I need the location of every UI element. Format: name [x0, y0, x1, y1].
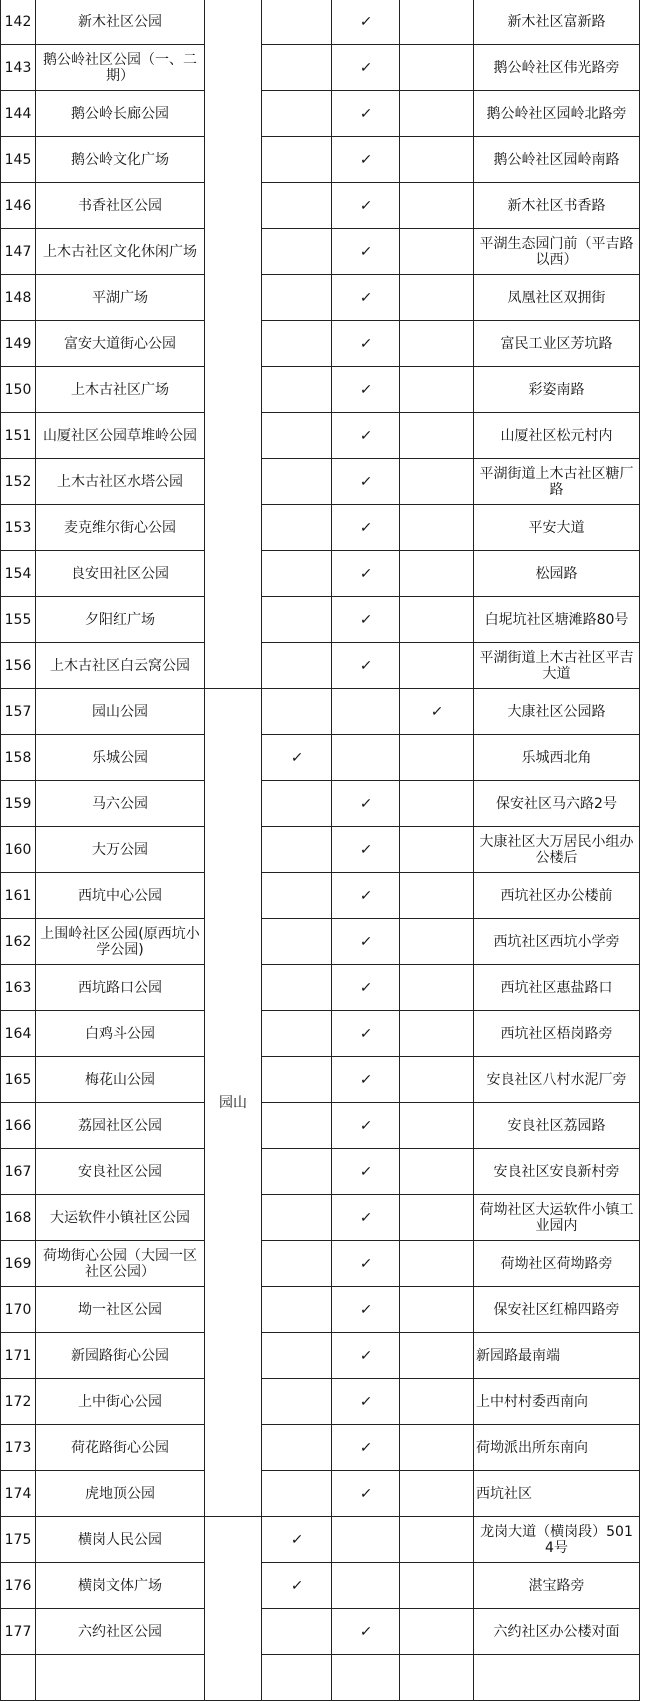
check-mark-icon: ✓ — [358, 611, 373, 628]
level-city-cell — [262, 1333, 332, 1379]
table-row — [1, 689, 640, 735]
level-district-cell — [332, 965, 400, 1011]
level-city-cell — [262, 183, 332, 229]
level-city-cell — [262, 321, 332, 367]
level-street-cell — [400, 1425, 474, 1471]
level-district-cell — [332, 1103, 400, 1149]
row-number: 164 — [1, 1011, 36, 1057]
level-street-cell — [400, 275, 474, 321]
level-district-cell — [332, 735, 400, 781]
park-location: 凤凰社区双拥街 — [474, 275, 640, 321]
park-name: 横岗人民公园 — [36, 1517, 205, 1563]
level-city-cell — [262, 1471, 332, 1517]
level-district-cell — [332, 1333, 400, 1379]
row-number: 146 — [1, 183, 36, 229]
level-district-cell — [332, 1287, 400, 1333]
park-name: 六约社区公园 — [36, 1609, 205, 1655]
row-number: 149 — [1, 321, 36, 367]
park-location: 龙岗大道（横岗段）5014号 — [474, 1517, 640, 1563]
row-number: 165 — [1, 1057, 36, 1103]
table-row — [1, 367, 640, 413]
level-street-cell — [400, 1103, 474, 1149]
check-mark-icon: ✓ — [358, 243, 373, 260]
park-name: 鹅公岭社区公园（一、二期） — [36, 45, 205, 91]
level-city-cell — [262, 45, 332, 91]
check-mark-icon: ✓ — [358, 841, 373, 858]
check-mark-icon: ✓ — [358, 565, 373, 582]
check-mark-icon: ✓ — [358, 151, 373, 168]
level-district-cell — [332, 1195, 400, 1241]
park-name: 书香社区公园 — [36, 183, 205, 229]
level-district-cell — [332, 1011, 400, 1057]
park-location: 平湖街道上木古社区平吉大道 — [474, 643, 640, 689]
level-district-cell — [332, 827, 400, 873]
park-location: 湛宝路旁 — [474, 1563, 640, 1609]
park-location: 保安社区红棉四路旁 — [474, 1287, 640, 1333]
level-city-cell — [262, 1103, 332, 1149]
level-district-cell — [332, 1425, 400, 1471]
level-city-cell — [262, 597, 332, 643]
level-district-cell — [332, 183, 400, 229]
park-location: 鹅公岭社区园岭北路旁 — [474, 91, 640, 137]
park-name: 平湖广场 — [36, 275, 205, 321]
level-city-cell — [262, 1563, 332, 1609]
check-mark-icon: ✓ — [358, 1255, 373, 1272]
park-name: 西坑路口公园 — [36, 965, 205, 1011]
check-mark-icon: ✓ — [358, 289, 373, 306]
level-street-cell — [400, 1195, 474, 1241]
park-location: 荷坳社区大运软件小镇工业园内 — [474, 1195, 640, 1241]
level-city-cell — [262, 1609, 332, 1655]
level-street-cell — [400, 1011, 474, 1057]
level-street-cell — [400, 1517, 474, 1563]
park-table-body — [1, 0, 640, 1701]
row-number: 162 — [1, 919, 36, 965]
park-location: 平湖街道上木古社区糖厂路 — [474, 459, 640, 505]
level-district-cell — [332, 137, 400, 183]
check-mark-icon: ✓ — [358, 1163, 373, 1180]
check-mark-icon: ✓ — [358, 335, 373, 352]
park-location: 荷坳派出所东南向 — [474, 1425, 640, 1471]
table-row — [1, 1425, 640, 1471]
park-name: 上中街心公园 — [36, 1379, 205, 1425]
park-location: 大康社区大万居民小组办公楼后 — [474, 827, 640, 873]
park-name: 坳一社区公园 — [36, 1287, 205, 1333]
level-district-cell — [332, 643, 400, 689]
park-location: 保安社区马六路2号 — [474, 781, 640, 827]
table-row — [1, 275, 640, 321]
level-city-cell — [262, 735, 332, 781]
row-number: 172 — [1, 1379, 36, 1425]
row-number: 173 — [1, 1425, 36, 1471]
park-name: 安良社区公园 — [36, 1149, 205, 1195]
check-mark-icon: ✓ — [358, 59, 373, 76]
row-number: 154 — [1, 551, 36, 597]
level-street-cell — [400, 1241, 474, 1287]
park-name: 富安大道街心公园 — [36, 321, 205, 367]
level-district-cell — [332, 919, 400, 965]
level-city-cell — [262, 0, 332, 45]
level-city-cell — [262, 551, 332, 597]
level-street-cell — [400, 45, 474, 91]
table-row — [1, 1563, 640, 1609]
park-name: 山厦社区公园草堆岭公园 — [36, 413, 205, 459]
table-row — [1, 0, 640, 45]
level-street-cell — [400, 873, 474, 919]
park-name: 上木古社区广场 — [36, 367, 205, 413]
park-location: 白坭坑社区塘滩路80号 — [474, 597, 640, 643]
table-row — [1, 413, 640, 459]
row-number: 150 — [1, 367, 36, 413]
level-city-cell — [262, 137, 332, 183]
level-district-cell — [332, 367, 400, 413]
level-district-cell — [332, 1241, 400, 1287]
park-location: 新木社区书香路 — [474, 183, 640, 229]
park-location: 荷坳社区荷坳路旁 — [474, 1241, 640, 1287]
park-location — [474, 1655, 640, 1701]
level-street-cell — [400, 1057, 474, 1103]
park-name: 梅花山公园 — [36, 1057, 205, 1103]
check-mark-icon: ✓ — [358, 795, 373, 812]
level-district-cell — [332, 551, 400, 597]
row-number: 160 — [1, 827, 36, 873]
row-number: 169 — [1, 1241, 36, 1287]
park-location: 安良社区荔园路 — [474, 1103, 640, 1149]
park-location: 六约社区办公楼对面 — [474, 1609, 640, 1655]
check-mark-icon: ✓ — [358, 657, 373, 674]
park-name: 横岗文体广场 — [36, 1563, 205, 1609]
table-row — [1, 919, 640, 965]
park-name: 园山公园 — [36, 689, 205, 735]
district-cell: 园山 — [205, 689, 262, 1517]
level-street-cell — [400, 91, 474, 137]
level-city-cell — [262, 229, 332, 275]
park-name: 鹅公岭长廊公园 — [36, 91, 205, 137]
level-district-cell — [332, 781, 400, 827]
park-location: 新木社区富新路 — [474, 0, 640, 45]
check-mark-icon: ✓ — [358, 887, 373, 904]
park-name: 荷坳街心公园（大园一区社区公园） — [36, 1241, 205, 1287]
table-row — [1, 321, 640, 367]
level-city-cell — [262, 1287, 332, 1333]
check-mark-icon: ✓ — [358, 1393, 373, 1410]
park-name: 新园路街心公园 — [36, 1333, 205, 1379]
park-name: 上围岭社区公园(原西坑小学公园) — [36, 919, 205, 965]
table-row — [1, 1333, 640, 1379]
row-number: 168 — [1, 1195, 36, 1241]
park-location: 西坑社区梧岗路旁 — [474, 1011, 640, 1057]
level-street-cell — [400, 1333, 474, 1379]
check-mark-icon: ✓ — [358, 197, 373, 214]
row-number: 177 — [1, 1609, 36, 1655]
table-row — [1, 1517, 640, 1563]
row-number: 176 — [1, 1563, 36, 1609]
level-street-cell — [400, 229, 474, 275]
level-district-cell — [332, 689, 400, 735]
park-location: 安良社区安良新村旁 — [474, 1149, 640, 1195]
check-mark-icon: ✓ — [358, 1025, 373, 1042]
table-row — [1, 505, 640, 551]
row-number: 152 — [1, 459, 36, 505]
level-city-cell — [262, 505, 332, 551]
table-row — [1, 137, 640, 183]
row-number: 155 — [1, 597, 36, 643]
level-district-cell — [332, 321, 400, 367]
park-location: 鹅公岭社区伟光路旁 — [474, 45, 640, 91]
park-name — [36, 1655, 205, 1701]
check-mark-icon: ✓ — [358, 1485, 373, 1502]
check-mark-icon: ✓ — [358, 1209, 373, 1226]
table-row — [1, 459, 640, 505]
table-row — [1, 1241, 640, 1287]
table-row — [1, 1287, 640, 1333]
level-district-cell — [332, 413, 400, 459]
level-city-cell — [262, 689, 332, 735]
park-location: 平安大道 — [474, 505, 640, 551]
park-location: 平湖生态园门前（平吉路以西） — [474, 229, 640, 275]
level-city-cell — [262, 1057, 332, 1103]
level-district-cell — [332, 597, 400, 643]
park-location: 西坑社区 — [474, 1471, 640, 1517]
table-row — [1, 551, 640, 597]
table-row — [1, 643, 640, 689]
check-mark-icon: ✓ — [358, 1623, 373, 1640]
level-street-cell — [400, 827, 474, 873]
row-number: 171 — [1, 1333, 36, 1379]
level-street-cell — [400, 1287, 474, 1333]
level-street-cell — [400, 919, 474, 965]
park-name: 大运软件小镇社区公园 — [36, 1195, 205, 1241]
level-city-cell — [262, 1379, 332, 1425]
level-district-cell — [332, 1379, 400, 1425]
check-mark-icon: ✓ — [358, 105, 373, 122]
park-location: 山厦社区松元村内 — [474, 413, 640, 459]
row-number: 158 — [1, 735, 36, 781]
level-street-cell — [400, 0, 474, 45]
level-district-cell — [332, 1609, 400, 1655]
park-name: 荷花路街心公园 — [36, 1425, 205, 1471]
row-number: 159 — [1, 781, 36, 827]
check-mark-icon: ✓ — [358, 519, 373, 536]
level-district-cell — [332, 91, 400, 137]
table-row — [1, 229, 640, 275]
level-district-cell — [332, 275, 400, 321]
park-location: 西坑社区西坑小学旁 — [474, 919, 640, 965]
level-city-cell — [262, 781, 332, 827]
row-number: 175 — [1, 1517, 36, 1563]
level-city-cell — [262, 643, 332, 689]
park-name: 虎地顶公园 — [36, 1471, 205, 1517]
check-mark-icon: ✓ — [289, 1531, 304, 1548]
table-row — [1, 91, 640, 137]
level-street-cell — [400, 689, 474, 735]
park-location: 新园路最南端 — [474, 1333, 640, 1379]
level-city-cell — [262, 1195, 332, 1241]
row-number: 151 — [1, 413, 36, 459]
table-row — [1, 183, 640, 229]
level-district-cell — [332, 229, 400, 275]
level-street-cell — [400, 781, 474, 827]
table-row — [1, 735, 640, 781]
check-mark-icon: ✓ — [429, 703, 444, 720]
level-district-cell — [332, 1655, 400, 1701]
table-row — [1, 1609, 640, 1655]
park-location: 富民工业区芳坑路 — [474, 321, 640, 367]
check-mark-icon: ✓ — [358, 1439, 373, 1456]
table-row — [1, 1103, 640, 1149]
check-mark-icon: ✓ — [358, 1301, 373, 1318]
check-mark-icon: ✓ — [358, 427, 373, 444]
level-street-cell — [400, 965, 474, 1011]
level-street-cell — [400, 1655, 474, 1701]
row-number: 142 — [1, 0, 36, 45]
level-district-cell — [332, 45, 400, 91]
level-district-cell — [332, 0, 400, 45]
park-location: 鹅公岭社区园岭南路 — [474, 137, 640, 183]
park-name: 乐城公园 — [36, 735, 205, 781]
level-city-cell — [262, 1655, 332, 1701]
level-city-cell — [262, 275, 332, 321]
level-street-cell — [400, 643, 474, 689]
table-row — [1, 873, 640, 919]
level-district-cell — [332, 873, 400, 919]
level-district-cell — [332, 1563, 400, 1609]
check-mark-icon: ✓ — [358, 1347, 373, 1364]
table-row — [1, 1149, 640, 1195]
check-mark-icon: ✓ — [289, 1577, 304, 1594]
level-street-cell — [400, 551, 474, 597]
table-row — [1, 1471, 640, 1517]
level-street-cell — [400, 1471, 474, 1517]
table-row — [1, 1195, 640, 1241]
park-name: 新木社区公园 — [36, 0, 205, 45]
park-location: 上中村村委西南向 — [474, 1379, 640, 1425]
park-location: 西坑社区办公楼前 — [474, 873, 640, 919]
park-name: 大万公园 — [36, 827, 205, 873]
park-location: 乐城西北角 — [474, 735, 640, 781]
level-street-cell — [400, 137, 474, 183]
level-street-cell — [400, 1563, 474, 1609]
level-street-cell — [400, 505, 474, 551]
park-name: 上木古社区水塔公园 — [36, 459, 205, 505]
park-name: 鹅公岭文化广场 — [36, 137, 205, 183]
park-location: 安良社区八村水泥厂旁 — [474, 1057, 640, 1103]
level-street-cell — [400, 735, 474, 781]
row-number — [1, 1655, 36, 1701]
district-cell — [205, 1517, 262, 1701]
level-city-cell — [262, 1149, 332, 1195]
check-mark-icon: ✓ — [358, 1117, 373, 1134]
table-row — [1, 45, 640, 91]
park-location: 松园路 — [474, 551, 640, 597]
row-number: 174 — [1, 1471, 36, 1517]
park-location: 西坑社区惠盐路口 — [474, 965, 640, 1011]
park-name: 良安田社区公园 — [36, 551, 205, 597]
level-city-cell — [262, 91, 332, 137]
check-mark-icon: ✓ — [358, 13, 373, 30]
district-cell — [205, 0, 262, 689]
row-number: 148 — [1, 275, 36, 321]
park-name: 夕阳红广场 — [36, 597, 205, 643]
park-name: 白鸡斗公园 — [36, 1011, 205, 1057]
level-city-cell — [262, 919, 332, 965]
park-name: 荔园社区公园 — [36, 1103, 205, 1149]
table-row — [1, 1011, 640, 1057]
level-street-cell — [400, 413, 474, 459]
row-number: 163 — [1, 965, 36, 1011]
check-mark-icon: ✓ — [358, 1071, 373, 1088]
row-number: 167 — [1, 1149, 36, 1195]
row-number: 143 — [1, 45, 36, 91]
level-district-cell — [332, 1149, 400, 1195]
level-street-cell — [400, 321, 474, 367]
row-number: 161 — [1, 873, 36, 919]
level-city-cell — [262, 1011, 332, 1057]
level-street-cell — [400, 183, 474, 229]
level-city-cell — [262, 1241, 332, 1287]
check-mark-icon: ✓ — [358, 933, 373, 950]
table-row — [1, 827, 640, 873]
level-city-cell — [262, 367, 332, 413]
row-number: 153 — [1, 505, 36, 551]
check-mark-icon: ✓ — [358, 473, 373, 490]
level-district-cell — [332, 1471, 400, 1517]
table-row — [1, 965, 640, 1011]
level-district-cell — [332, 505, 400, 551]
park-name: 西坑中心公园 — [36, 873, 205, 919]
table-row — [1, 1057, 640, 1103]
row-number: 145 — [1, 137, 36, 183]
level-city-cell — [262, 965, 332, 1011]
level-street-cell — [400, 1609, 474, 1655]
row-number: 144 — [1, 91, 36, 137]
level-city-cell — [262, 1517, 332, 1563]
level-city-cell — [262, 873, 332, 919]
park-location: 彩姿南路 — [474, 367, 640, 413]
park-name: 上木古社区白云窝公园 — [36, 643, 205, 689]
table-row — [1, 781, 640, 827]
level-district-cell — [332, 459, 400, 505]
level-street-cell — [400, 1149, 474, 1195]
check-mark-icon: ✓ — [358, 979, 373, 996]
park-location: 大康社区公园路 — [474, 689, 640, 735]
check-mark-icon: ✓ — [289, 749, 304, 766]
level-district-cell — [332, 1517, 400, 1563]
level-street-cell — [400, 597, 474, 643]
level-city-cell — [262, 459, 332, 505]
row-number: 147 — [1, 229, 36, 275]
table-row — [1, 1379, 640, 1425]
park-name: 麦克维尔街心公园 — [36, 505, 205, 551]
check-mark-icon: ✓ — [358, 381, 373, 398]
level-district-cell — [332, 1057, 400, 1103]
row-number: 156 — [1, 643, 36, 689]
level-street-cell — [400, 367, 474, 413]
row-number: 157 — [1, 689, 36, 735]
level-city-cell — [262, 827, 332, 873]
park-name: 上木古社区文化休闲广场 — [36, 229, 205, 275]
table-row — [1, 1655, 640, 1701]
level-city-cell — [262, 413, 332, 459]
level-street-cell — [400, 1379, 474, 1425]
row-number: 170 — [1, 1287, 36, 1333]
park-name: 马六公园 — [36, 781, 205, 827]
level-city-cell — [262, 1425, 332, 1471]
table-row — [1, 597, 640, 643]
row-number: 166 — [1, 1103, 36, 1149]
level-street-cell — [400, 459, 474, 505]
